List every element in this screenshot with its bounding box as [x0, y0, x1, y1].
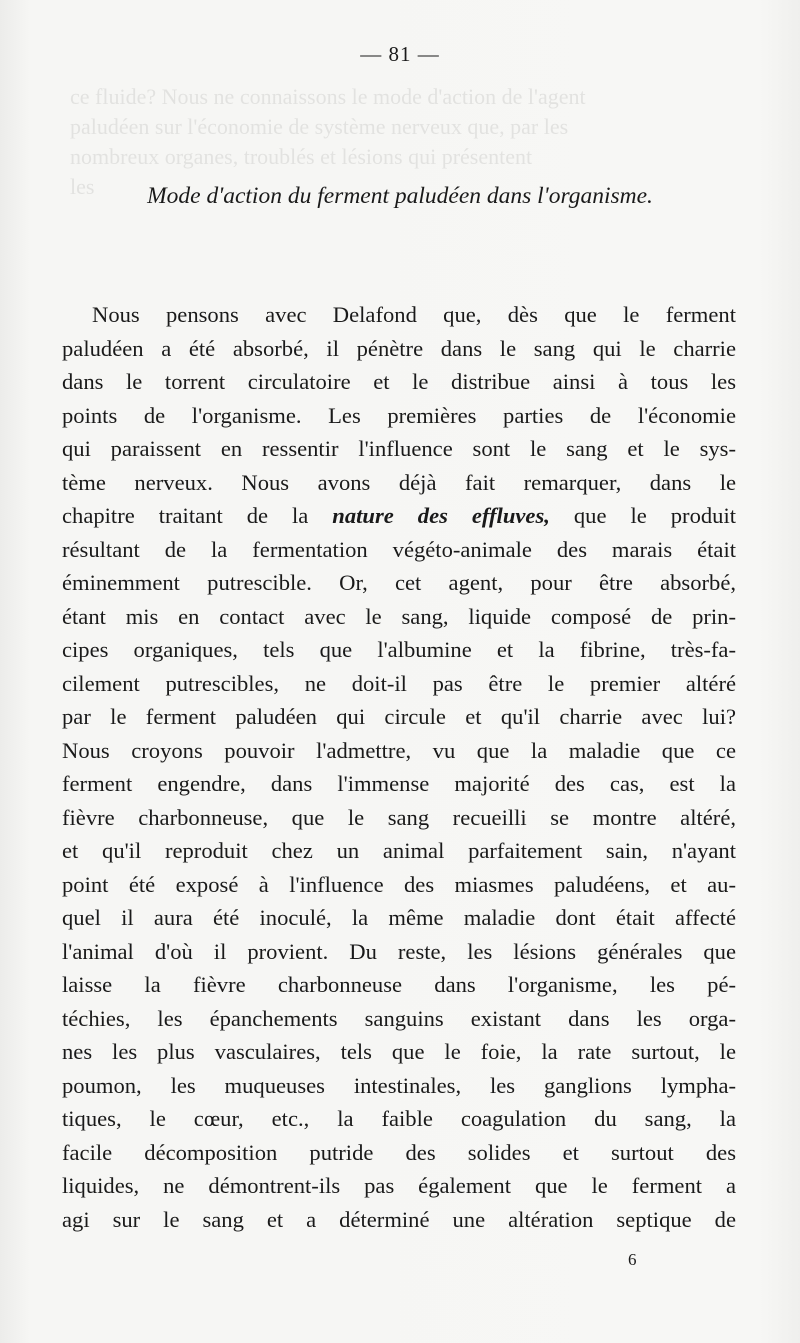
- text-line: ferment engendre, dans l'immense majorité des cas, est la: [62, 771, 736, 796]
- text-line: fièvre charbonneuse, que le sang recueilli se montre altéré,: [62, 804, 736, 830]
- page-number: — 81 —: [360, 42, 440, 66]
- body-paragraph: [62, 298, 736, 1236]
- text-line: l'animal d'où il provient. Du reste, les lésions générales que: [62, 938, 736, 964]
- emphasized-term: nature des effluves,: [332, 503, 550, 528]
- text-line: qui paraissent en ressentir l'influence sont le sang et le sys-: [62, 436, 736, 461]
- text-line: et qu'il reproduit chez un animal parfaitement sain, n'ayant: [62, 838, 736, 863]
- text-line: facile décomposition putride des solides et surtout des: [62, 1139, 736, 1165]
- text-line: quel il aura été inoculé, la même maladie dont était affecté: [62, 905, 736, 930]
- text-line: éminemment putrescible. Or, cet agent, pour être absorbé,: [62, 570, 736, 595]
- text-line: paludéen a été absorbé, il pénètre dans le sang qui le charrie: [62, 335, 736, 361]
- bleed-through-line: paludéen sur l'économie de système nerveux que, par les: [70, 114, 569, 139]
- section-heading: Mode d'action du ferment paludéen dans l'organisme.: [147, 183, 653, 209]
- text-line: Nous pensons avec Delafond que, dès que le ferment: [92, 302, 736, 327]
- text-line: laisse la fièvre charbonneuse dans l'organisme, les pé-: [62, 972, 736, 997]
- text-line: chapitre traitant de la nature des effluves, que le produit: [62, 503, 737, 528]
- text-line: résultant de la fermentation végéto-animale des marais était: [62, 536, 736, 562]
- text-line: cipes organiques, tels que l'albumine et la fibrine, très-fa-: [62, 637, 736, 662]
- text-line: dans le torrent circulatoire et le distribue ainsi à tous les: [62, 369, 736, 394]
- text-line: tème nerveux. Nous avons déjà fait remarquer, dans le: [62, 469, 736, 495]
- text-line: point été exposé à l'influence des miasmes paludéens, et au-: [62, 871, 736, 897]
- text-line: étant mis en contact avec le sang, liquide composé de prin-: [62, 603, 736, 629]
- bleed-through-line: ce fluide? Nous ne connaissons le mode d'action de l'agent: [70, 84, 586, 109]
- text-line: agi sur le sang et a déterminé une altération septique de: [62, 1206, 736, 1232]
- text-line: nes les plus vasculaires, tels que le foie, la rate surtout, le: [62, 1039, 736, 1064]
- text-line: points de l'organisme. Les premières parties de l'économie: [62, 402, 736, 428]
- bleed-through-line: nombreux organes, troublés et lésions qui présentent: [70, 144, 533, 169]
- text-line: poumon, les muqueuses intestinales, les ganglions lympha-: [62, 1072, 736, 1098]
- text-line: Nous croyons pouvoir l'admettre, vu que la maladie que ce: [62, 737, 736, 763]
- text-line: par le ferment paludéen qui circule et qu'il charrie avec lui?: [62, 704, 736, 729]
- text-line: liquides, ne démontrent-ils pas également que le ferment a: [62, 1173, 736, 1198]
- signature-mark: 6: [628, 1250, 637, 1269]
- bleed-through-line: les: [70, 174, 95, 199]
- text-line: cilement putrescibles, ne doit-il pas être le premier altéré: [62, 670, 736, 696]
- text-line: tiques, le cœur, etc., la faible coagulation du sang, la: [62, 1106, 736, 1131]
- text-line: téchies, les épanchements sanguins existant dans les orga-: [62, 1005, 736, 1031]
